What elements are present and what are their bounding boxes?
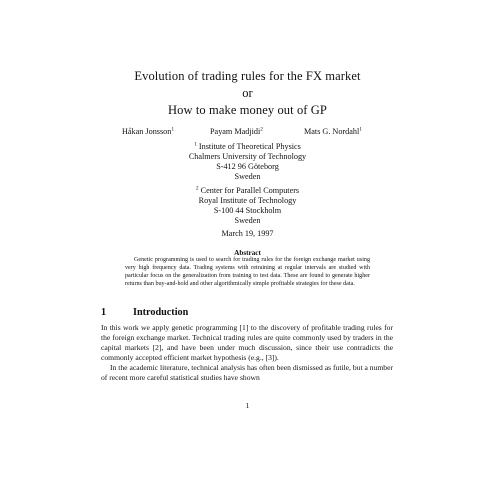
section-heading xyxy=(101,307,188,318)
paper-date: March 19, 1997 xyxy=(221,229,274,238)
section-number: 1 xyxy=(101,307,107,318)
author: Mats G. Nordahl$^1$ xyxy=(304,126,363,136)
paragraph: In this work we apply genetic programming [1] to the discovery of profitable trading rules for the foreign exchange market. Technical trading rules are quite commonly used by traders in the capital markets [2], and have been under much discussion, since their use contradicts the commonly accepted efficient market hypothesis (e.g., [3]). xyxy=(101,323,393,362)
body-text xyxy=(101,323,393,382)
abstract-heading: Abstract xyxy=(234,249,261,257)
title-line-3: How to make money out of GP xyxy=(168,103,327,117)
title-line-2: or xyxy=(242,86,253,100)
affiliation-1: $^1$ Institute of Theoretical Physics Chalmers University of Technology S-412 96 Göteborg Sweden xyxy=(188,141,307,181)
paragraph: In the academic literature, technical analysis has often been dismissed as futile, but a number of recent more careful statistical studies have shown xyxy=(101,362,393,382)
affiliation-2: $^2$ Center for Parallel Computers Royal Institute of Technology S-100 44 Stockholm Sweden xyxy=(195,185,300,225)
title-line-1: Evolution of trading rules for the FX market xyxy=(134,69,361,83)
section-title: Introduction xyxy=(133,307,189,318)
abstract-text: Genetic programming is used to search for trading rules for the foreign exchange market using very high frequency data. Trading systems with retraining at regular intervals are studied with particular focus on the generalization from training to test data. These are found to generate higher returns than buy-and-hold and other algorithmically simple profitable strategies for these data. xyxy=(125,257,370,288)
author: Håkan Jonsson$^1$ xyxy=(122,126,175,136)
page-number: 1 xyxy=(245,401,250,410)
author: Payam Madjidi$^2$ xyxy=(210,126,264,136)
